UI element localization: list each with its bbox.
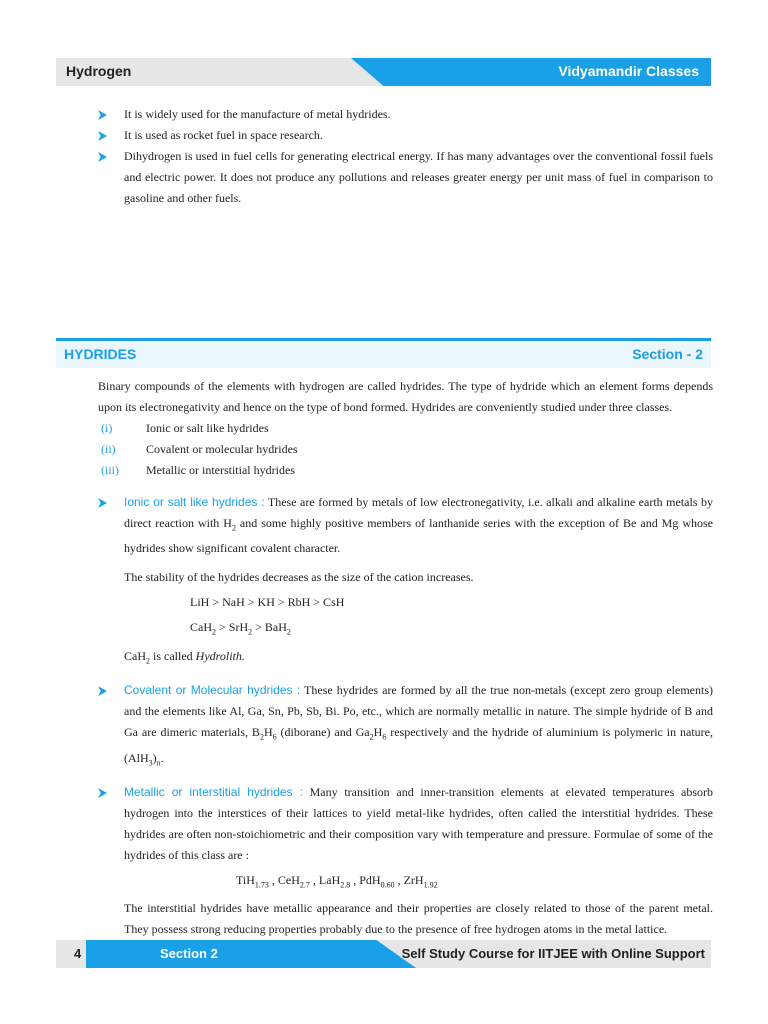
footer-section-band	[86, 940, 416, 968]
list-item: Dihydrogen is used in fuel cells for generating electrical energy. If has many advantages over the conventional fossil fuels and electric power. It does not produce any pollutions and releases greater energy per unit mass of fuel in comparison to gasoline and other fuels.	[98, 146, 713, 209]
arrow-bullet-icon	[98, 131, 107, 141]
main-content	[98, 376, 713, 940]
class-item: (iii) Metallic or interstitial hydrides	[98, 460, 713, 481]
class-number: (ii)	[101, 442, 116, 456]
class-item: (ii) Covalent or molecular hydrides	[98, 439, 713, 460]
arrow-bullet-icon	[98, 686, 107, 696]
class-number: (iii)	[101, 463, 119, 477]
arrow-bullet-icon	[98, 788, 107, 798]
page-footer	[56, 940, 711, 968]
ionic-hydrides-block: Ionic or salt like hydrides : These are formed by metals of low electronegativity, i.e. alkali and alkaline earth metals by direct reaction with $H_2$ and some highly positive members of lanthanide series with the exception of Be and Mg whose hydrides show significant covalent character.	[98, 492, 713, 559]
footer-section-label: Section 2	[160, 946, 218, 961]
ionic-heading: Ionic or salt like hydrides :	[124, 495, 265, 509]
stability-note: The stability of the hydrides decreases as the size of the cation increases.	[124, 570, 474, 585]
hydrolith-note: CaH$_2$ is called Hydrolith.	[124, 648, 245, 666]
closing-paragraph: The interstitial hydrides have metallic appearance and their properties are closely related to those of the parent metal. They possess strong reducing properties probably due to the presence of free hydrogen atoms in the metal lattice.	[124, 901, 713, 937]
covalent-hydrides-block: Covalent or Molecular hydrides : These hydrides are formed by all the true non-metals (except zero group elements) and the elements like Al, Ga, Sn, Pb, Sb, Bi. Po, etc., which are normally metallic in nature. The simple hydride of B and Ga are dimeric materials, $B_2H_6$ (diborane) and $Ga_2H_6$ respectively and the hydride of aluminium is polymeric in nature, $(AlH_3)_n$.	[98, 680, 713, 773]
section-label: Section - 2	[632, 346, 703, 362]
list-item: It is used as rocket fuel in space research.	[98, 125, 713, 146]
arrow-bullet-icon	[98, 498, 107, 508]
list-item: It is widely used for the manufacture of metal hydrides.	[98, 104, 713, 125]
covalent-heading: Covalent or Molecular hydrides :	[124, 683, 301, 698]
chapter-title: Hydrogen	[66, 63, 132, 79]
class-item: (i) Ionic or salt like hydrides	[98, 418, 713, 439]
metallic-hydrides-block: Metallic or interstitial hydrides : Many transition and inner-transition elements at elevated temperatures absorb hydrogen into the interstices of their lattices to yield metal-like hydrides, often called the interstitial hydrides. These hydrides are often non-stoichiometric and their composition vary with temperature and pressure. Formulae of some of the hydrides of this class are :	[98, 782, 713, 866]
intro-paragraph: Binary compounds of the elements with hydrogen are called hydrides. The type of hydride which an element forms depends upon its electronegativity and hence on the type of bond formed. Hydrides are conveniently studied under three classes.	[98, 379, 713, 414]
course-title: Self Study Course for IITJEE with Online Support	[401, 946, 705, 961]
page-header	[56, 58, 711, 86]
metallic-heading: Metallic or interstitial hydrides :	[124, 784, 303, 799]
arrow-bullet-icon	[98, 110, 107, 120]
interstitial-formulae: TiH$_{1.73}$ , CeH$_{2.7}$ , LaH$_{2.8}$ , PdH$_{0.60}$ , ZrH$_{1.92}$	[236, 872, 438, 890]
equation-alkaline-earth: CaH$_2$ > SrH$_2$ > BaH$_2$	[190, 620, 291, 637]
section-title: HYDRIDES	[64, 346, 137, 362]
page-number: 4	[74, 946, 82, 961]
arrow-bullet-icon	[98, 152, 107, 162]
class-number: (i)	[101, 421, 113, 435]
section-header	[56, 338, 711, 368]
uses-list	[98, 104, 713, 209]
equation-alkali: LiH > NaH > KH > RbH > CsH	[190, 595, 345, 610]
institute-name: Vidyamandir Classes	[558, 63, 699, 79]
